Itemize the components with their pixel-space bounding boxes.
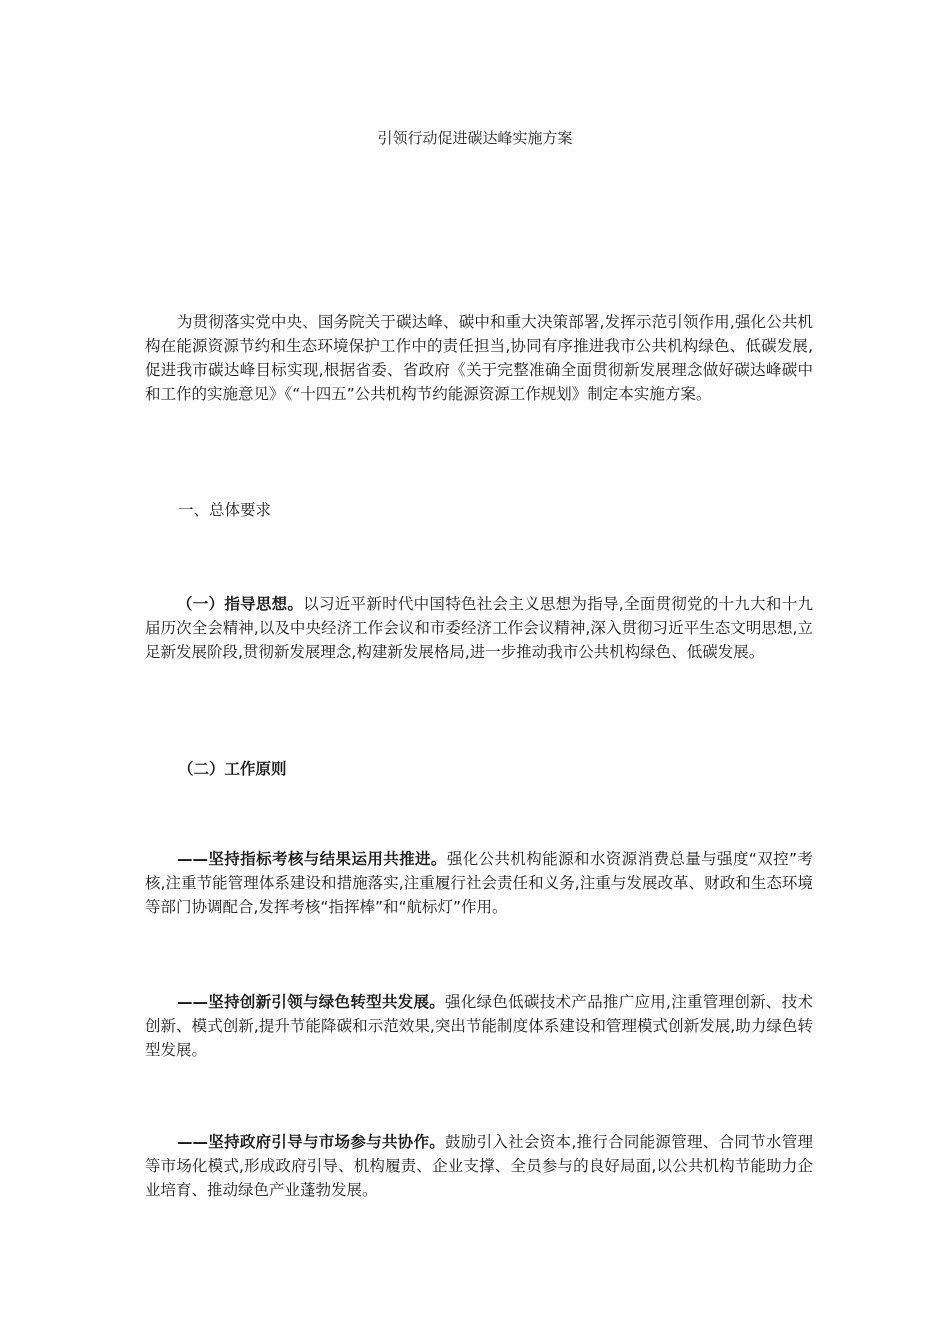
section-heading-general-requirements: 一、总体要求 (178, 501, 272, 519)
principle-lead-2: ——坚持创新引领与绿色转型共发展。 (177, 993, 446, 1011)
section-heading-work-principles: （二）工作原则 (178, 760, 287, 778)
principle-text-3: 鼓励引入社会资本,推行合同能源管理、合同节水管理等市场化模式,形成政府引导、机构履责、企业支撑、全员参与的良好局面,以公共机构节能助力企业培育、推动绿色产业蓬勃发展。 (145, 1133, 813, 1199)
principle-lead-1: ——坚持指标考核与结果运用共推进。 (177, 850, 447, 868)
principle-paragraph-3 (145, 1130, 813, 1202)
guiding-ideology-text: 以习近平新时代中国特色社会主义思想为指导,全面贯彻党的十九大和十九届历次全会精神,以及中央经济工作会议和市委经济工作会议精神,深入贯彻习近平生态文明思想,立足新发展阶段,贯彻新发展理念,构建新发展格局,进一步推动我市公共机构绿色、低碳发展。 (145, 595, 813, 661)
intro-paragraph: 为贯彻落实党中央、国务院关于碳达峰、碳中和重大决策部署,发挥示范引领作用,强化公共机构在能源资源节约和生态环境保护工作中的责任担当,协同有序推进我市公共机构绿色、低碳发展,促进我市碳达峰目标实现,根据省委、省政府《关于完整准确全面贯彻新发展理念做好碳达峰碳中和工作的实施意见》《“十四五”公共机构节约能源资源工作规划》制定本实施方案。 (145, 313, 813, 403)
principle-text-1: 强化公共机构能源和水资源消费总量与强度“双控”考核,注重节能管理体系建设和措施落实,注重履行社会责任和义务,注重与发展改革、财政和生态环境等部门协调配合,发挥考核“指挥棒”和“航标灯”作用。 (145, 850, 813, 916)
guiding-ideology-lead: （一）指导思想。 (177, 595, 304, 613)
principle-paragraph-1 (145, 847, 813, 919)
guiding-ideology-paragraph (145, 592, 813, 664)
document-title: 引领行动促进碳达峰实施方案 (377, 129, 573, 147)
principle-paragraph-2 (145, 990, 813, 1062)
principle-text-2: 强化绿色低碳技术产品推广应用,注重管理创新、技术创新、模式创新,提升节能降碳和示范效果,突出节能制度体系建设和管理模式创新发展,助力绿色转型发展。 (145, 993, 813, 1059)
principle-lead-3: ——坚持政府引导与市场参与共协作。 (177, 1133, 446, 1151)
